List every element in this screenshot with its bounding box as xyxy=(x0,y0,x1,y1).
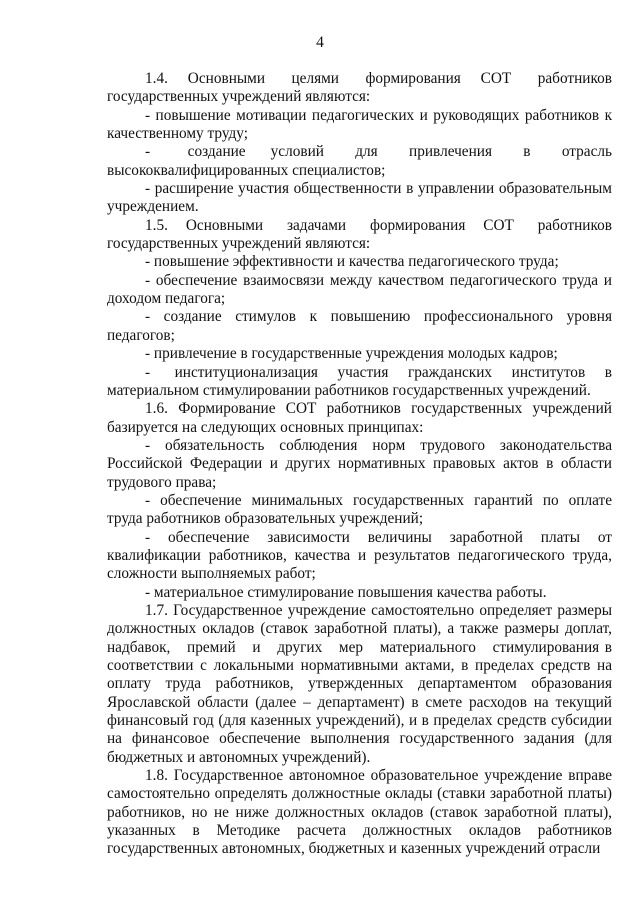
list-item: - обеспечение зависимости величины заработной платы от квалификации работников, качества и результатов педагогического труда, сложности выполняемых работ; xyxy=(107,528,612,583)
page-number: 4 xyxy=(316,34,324,51)
list-item: - обязательность соблюдения норм трудового законодательства Российской Федерации и других нормативных правовых актов в области трудового права; xyxy=(107,436,612,491)
paragraph-1-7: 1.7. Государственное учреждение самостоятельно определяет размеры должностных окладов (ставок заработной платы), а также размеры доплат, надбавок, премий и других мер материального стимулирования в соответствии с локальными нормативными актами, в пределах средств на оплату труда работников, утвержденных департаментом образования Ярославской области (далее – департамент) в смете расходов на текущий финансовый год (для казенных учреждений), и в пределах средств субсидии на финансовое обеспечение выполнения государственного задания (для бюджетных и автономных учреждений). xyxy=(107,601,612,766)
list-item: - институционализация участия гражданских институтов в материальном стимулировании работников государственных учреждений. xyxy=(107,363,612,399)
paragraph-1-8: 1.8. Государственное автономное образовательное учреждение вправе самостоятельно определять должностные оклады (ставки заработной платы) работников, но не ниже должностных окладов (ставок заработной платы), указанных в Методике расчета должностных окладов работников государственных автономных, бюджетных и казенных учреждений отрасли xyxy=(107,767,612,858)
list-item: - обеспечение взаимосвязи между качеством педагогического труда и доходом педагога; xyxy=(107,271,612,308)
list-item: - повышение эффективности и качества педагогического труда; xyxy=(145,253,559,271)
list-item: - повышение мотивации педагогических и руководящих работников к качественному труду; xyxy=(107,106,612,143)
list-item: - привлечение в государственные учреждения молодых кадров; xyxy=(145,345,558,363)
paragraph-1-6-intro: 1.6. Формирование СОТ работников государственных учреждений базируется на следующих основных принципах: xyxy=(107,400,612,436)
document-body xyxy=(107,70,612,859)
paragraph-1-4-intro: 1.4. Основными целями формирования СОТ работников государственных учреждений являются: xyxy=(107,70,612,106)
list-item: - расширение участия общественности в управлении образовательным учреждением. xyxy=(107,180,612,216)
paragraph-1-5-intro: 1.5. Основными задачами формирования СОТ работников государственных учреждений являются: xyxy=(107,216,612,253)
list-item: - создание стимулов к повышению профессионального уровня педагогов; xyxy=(107,308,612,344)
list-item: - создание условий для привлечения в отрасль высококвалифицированных специалистов; xyxy=(107,143,612,179)
list-item: - материальное стимулирование повышения качества работы. xyxy=(145,583,547,601)
list-item: - обеспечение минимальных государственных гарантий по оплате труда работников образовательных учреждений; xyxy=(107,491,612,528)
